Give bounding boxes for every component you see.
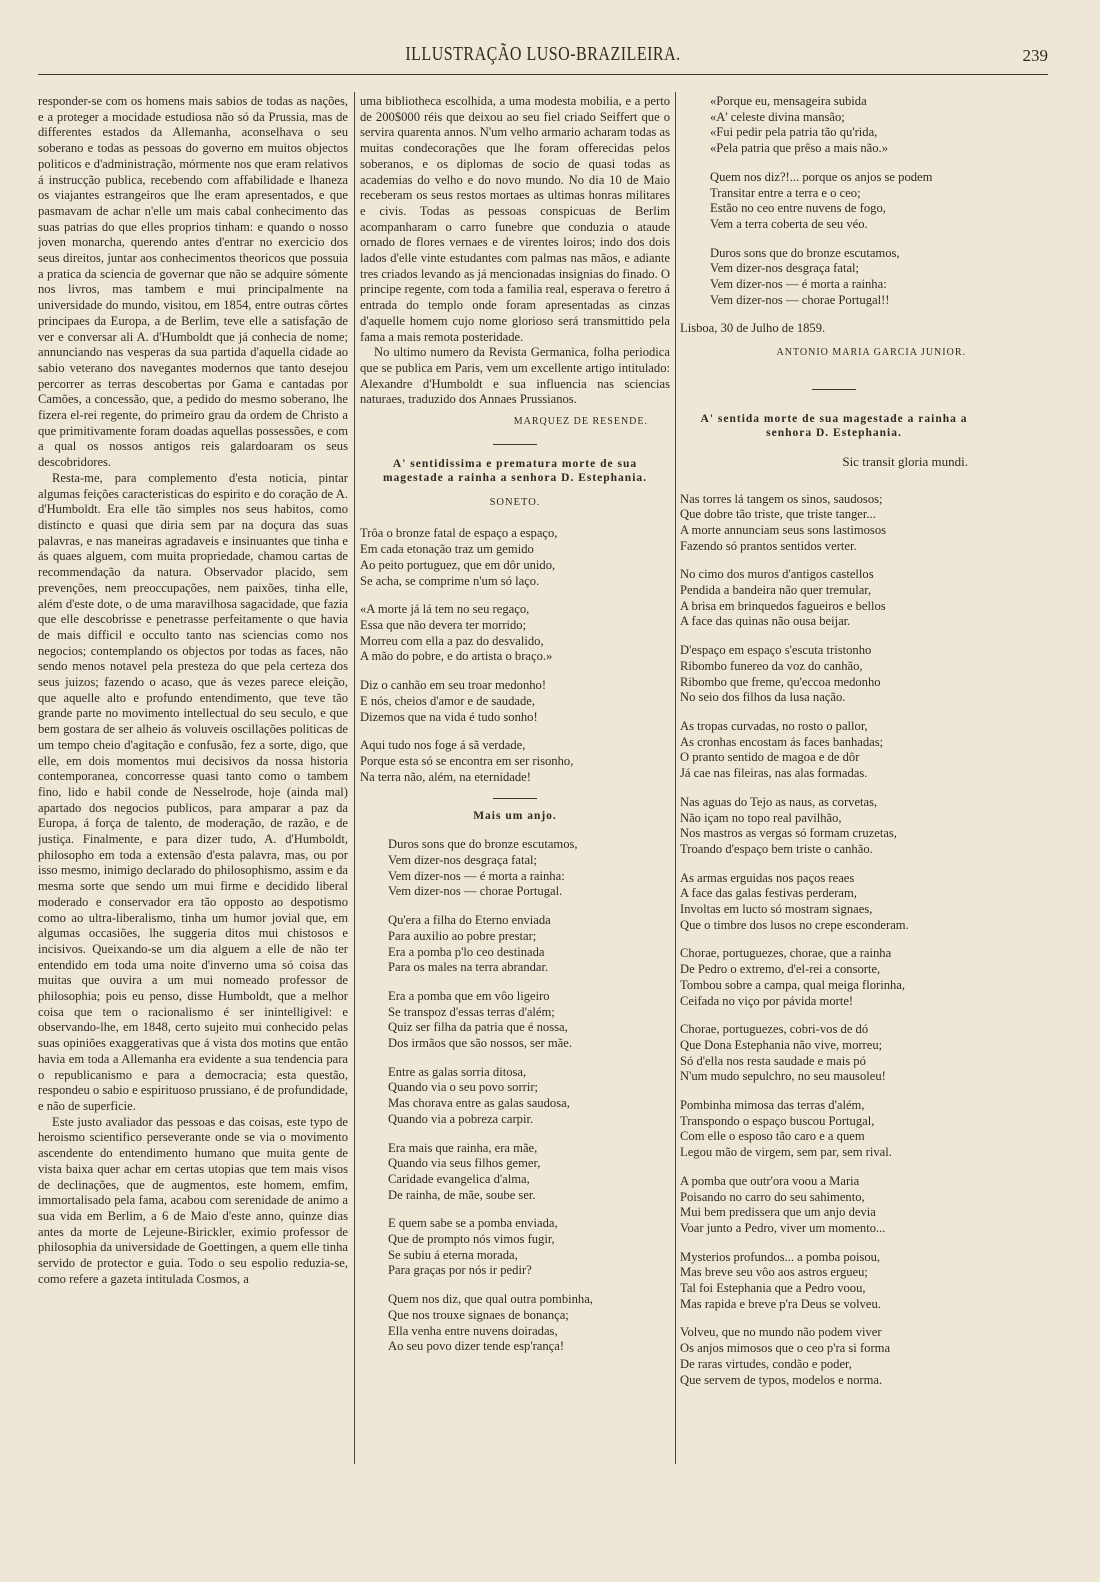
- verse-line: Vem dizer-nos — é morta a rainha:: [710, 277, 887, 292]
- verse-line: Que nos trouxe signaes de bonança;: [388, 1307, 569, 1322]
- verse-line: Para os males na terra abrandar.: [388, 960, 549, 975]
- verse-line: As tropas curvadas, no rosto o pallor,: [680, 718, 868, 733]
- verse-line: Involtas em lucto só mostram signaes,: [680, 902, 873, 917]
- verse-line: Legou mão de virgem, sem par, sem rival.: [680, 1145, 892, 1160]
- verse-line: Dos irmãos que são nossos, ser mãe.: [388, 1036, 572, 1051]
- stanza: [680, 1325, 988, 1388]
- verse-line: Diz o canhão em seu troar medonho!: [360, 678, 547, 693]
- verse-line: Em cada etonação traz um gemido: [360, 542, 534, 557]
- verse-line: Pendida a bandeira não quer tremular,: [680, 583, 872, 598]
- verse-line: Porque esta só se encontra em ser risonho,: [360, 753, 574, 768]
- paragraph: Resta-me, para complemento d'esta noticia, pintar algumas feições caracteristicas do espirito e do coração de A. d'Humboldt. Era elle tão simples nos seus habitos, como distincto e quasi que diria sem par na doçura das suas palavras, e nas maneiras agradaveis e insinuantes que tinha e ás quaes alguem, com muita propriedade, chamou cartas de recommendação da natura. Observador placido, sem prevenções, nem preoccupações, nem paixões, tinha elle, além d'este dote, o de uma maravilhosa sagacidade, que fazia que elle descobrisse e penetrasse perfeitamente o que havia de mais difficil e occulto tanto nas sciencias como nos negocios; contemplando os objectos por todas as faces, não sendo menos notavel pela presteza do que pela certeza dos seus juizos; fazendo o acaso, que ás vezes parece eleição, que aquelle alto e profundo entendimento, que teve tão grande parte no movimento intellectual do seu seculo, e que bem gostara de ser alheio ás voluveis oscillações politicas de um tempo cheio d'agitação e confusão, fez a sorte, digo, que elle, em dois momentos mui decisivos da nossa historia contemporanea, concorresse quasi tanto como o tambem fino, lido e habil conde de Nesselrode, hoje (ainda mal) apartado dos negocios publicos, para amparar a paz da Europa, á força de talento, de moderação, de razão, e de justiça. Finalmente, e para dizer tudo, A. d'Humboldt, philosopho em toda a extensão d'esta palavra, mas, ou por isso mesmo, inimigo declarado do philosophismo, assim e da mesma sorte que sendo um mui firme e decidido liberal moderado e conservador era tão opposto ao despotismo como ao ultra-liberalismo, tinha um humor jovial que, em algumas occasiões, lhe suggeria ditos mui chistosos e incisivos. Queixando-se um dia alguem a elle de não ter entendido em toda uma noite d'inverno uma só coisa das muitas que ouvira a um mui nomeado professor de philosophia; pois eu penso, disse Humboldt, que a melhor coisa que tem o racionalismo é ser inintelligivel: e observando-lhe, em 1848, certo sujeito mui conhecido pelas suas opiniões exaggerativas que á vista dos motins que então havia em toda a Allemanha era evidente a sua tendencia para o republicanismo e para a democracia; esta questão, respondeu o sabio e espirituoso prussiano, é de profundidade, e não de superficie.: [38, 470, 348, 1113]
- verse-line: Os anjos mimosos que o ceo p'ra si forma: [680, 1341, 891, 1356]
- verse-line: Fazendo só prantos sentidos verter.: [680, 538, 857, 553]
- verse-line: Que de prompto nós vimos fugir,: [388, 1232, 555, 1247]
- column-3: [680, 94, 988, 1464]
- stanza: [680, 946, 988, 1009]
- verse-line: Mas breve seu vôo aos astros ergueu;: [680, 1265, 868, 1280]
- verse-line: As cronhas encostam ás faces banhadas;: [680, 734, 884, 749]
- verse-line: Transpondo o espaço buscou Portugal,: [680, 1113, 875, 1128]
- paragraph: responder-se com os homens mais sabios de todas as nações, e a proteger a mocidade estudiosa não só da Prussia, mas de differentes estados da Allemanha, aconselhava o seu soberano e todas as pessoas do governo em muitos objectos politicos e d'administração, mórmente nos que eram relativos á instrucção publica, recebendo com affabilidade e lhaneza os viajantes estrangeiros que lhe eram apresentados, e que pasmavam de achar n'elle um mais cabal conhecimento das suas patrias do que elles proprios tinham: e quando o nosso joven monarcha, querendo antes d'entrar no exercicio dos seus direitos, juntar aos conhecimentos theoricos que possuia a pratica da sciencia de governar que não se adquire sómente nos livros, mas tambem e mui principalmente na universidade do mundo, visitou, em 1854, entre outras côrtes principaes da Europa, a de Berlim, teve elle a satisfação de ver e conversar ali A. d'Humboldt que já conhecia de nome; annunciando nas vesperas da sua partida d'aquella cidade ao sabio veterano dos navegantes modernos que tanto desejou percorrer as terras descobertas por Gama e cantadas por Camões, a concessão, que, a pedido do mesmo soberano, lhe fizera el-rei regente, do primeiro grau da ordem de Christo a que primitivamente foram doadas aquellas possessões, e com a qual os nossos antigos reis galardoaram os seus descobridores.: [38, 94, 348, 470]
- poem-title: A' sentidissima e prematura morte de sua magestade a rainha a senhora D. Estephania.: [382, 457, 648, 484]
- paragraph: Este justo avaliador das pessoas e das coisas, este typo de heroismo scientifico perseverante onde se via o movimento ascendente do entendimento humano que muita gente de vista baixa quer achar em certas utopias que tem mais visos de declinações, que de augmentos, este homem, emfim, immortalisado pela fama, acabou com serenidade de animo a sua vida em Berlim, a 6 de Maio d'este anno, quinze dias antes da morte de Lejeune-Birickler, eximio professor de philosophia da universidade de Goettingen, a quem elle tinha servido de protector e guia. Todo o seu espolio reduzia-se, como refere a gazeta intitulada Cosmos, a: [38, 1114, 348, 1286]
- verse-line: Qu'era a filha do Eterno enviada: [388, 913, 551, 928]
- column-divider-2: [675, 92, 676, 1464]
- column-1: [38, 94, 348, 1444]
- verse-line: Vem dizer-nos desgraça fatal;: [710, 261, 860, 276]
- verse-line: Pombinha mimosa das terras d'além,: [680, 1098, 865, 1113]
- page-header: [38, 42, 1048, 72]
- verse-line: N'um mudo sepulchro, no seu mausoleu!: [680, 1069, 886, 1084]
- stanza: [680, 1098, 988, 1161]
- paragraph: No ultimo numero da Revista Germanica, folha periodica que se publica em Paris, vem um excellente artigo intitulado: Alexandre d'Humboldt e sua influencia nas sciencias naturaes, traduzido dos Annaes Prussianos.: [360, 345, 670, 407]
- stanza: [680, 643, 988, 706]
- stanza: [360, 526, 670, 589]
- stanza: [388, 989, 670, 1052]
- verse-line: Quem nos diz?!... porque os anjos se podem: [710, 169, 933, 184]
- verse-line: Ribombo funereo da voz do canhão,: [680, 658, 863, 673]
- verse-line: Trôa o bronze fatal de espaço a espaço,: [360, 526, 558, 541]
- verse-line: «Fui pedir pela patria tão qu'rida,: [710, 125, 878, 140]
- verse-line: Já cae nas fileiras, nas alas formadas.: [680, 766, 868, 781]
- verse-line: Se transpoz d'essas terras d'além;: [388, 1004, 555, 1019]
- verse-line: «Porque eu, mensageira subida: [710, 94, 867, 108]
- verse-line: A mão do pobre, e do artista o braço.»: [360, 649, 553, 664]
- column-divider-1: [354, 92, 355, 1464]
- verse-line: Chorae, portuguezes, chorae, que a rainha: [680, 946, 892, 961]
- verse-line: Quando via seus filhos gemer,: [388, 1156, 541, 1171]
- stanza: [680, 871, 988, 934]
- verse-line: De Pedro o extremo, d'el-rei a consorte,: [680, 962, 881, 977]
- verse-line: Ribombo que freme, qu'eccoa medonho: [680, 674, 881, 689]
- verse-line: Se acha, se comprime n'um só laço.: [360, 573, 540, 588]
- verse-line: Volveu, que no mundo não podem viver: [680, 1325, 882, 1340]
- verse-line: Chorae, portuguezes, cobri-vos de dó: [680, 1022, 869, 1037]
- poem-mais-um-anjo: [360, 837, 670, 1355]
- verse-line: A brisa em brinquedos fagueiros e bellos: [680, 598, 886, 613]
- stanza: [680, 1250, 988, 1313]
- verse-line: Troando d'espaço bem triste o canhão.: [680, 841, 873, 856]
- verse-line: Duros sons que do bronze escutamos,: [710, 245, 900, 260]
- verse-line: O pranto sentido de magoa e de dôr: [680, 750, 860, 765]
- verse-line: Que Dona Estephania não vive, morreu;: [680, 1037, 883, 1052]
- separator-rule: [493, 444, 537, 445]
- stanza: [680, 1022, 988, 1085]
- paragraph: uma bibliotheca escolhida, a uma modesta mobilia, e a perto de 200$000 réis que deixou ao seu fiel criado Seiffert que o servira quarenta annos. N'um velho armario acharam todas as muitas condecorações que lhe foram offerecidas pelos soberanos, e os diplomas de socio de quasi todas as academias do velho e do novo mundo. No dia 10 de Maio receberam os seus restos mortaes as ultimas honras militares e civis. Todas as pessoas conspicuas de Berlim acompanharam o carro funebre que conduzia o ataude ornado de flores vernaes e de virentes loiros; indo dos dois lados d'elle vinte estudantes com palmas nas mãos, e adiante tres criados levando as já mencionadas insignias do finado. O principe regente, com toda a familia real, esperava o feretro á entrada do templo onde foram apresentadas as cinzas d'aquelle homem cujo nome glorioso será transmittido pela fama a mais remota posteridade.: [360, 94, 670, 344]
- stanza: [710, 94, 988, 157]
- verse-line: «A morte já lá tem no seu regaço,: [360, 602, 530, 617]
- stanza: [680, 719, 988, 782]
- verse-line: Que servem de typos, modelos e norma.: [680, 1372, 883, 1387]
- separator-rule: [812, 389, 856, 390]
- stanza: [680, 795, 988, 858]
- stanza: [680, 567, 988, 630]
- verse-line: Que dobre tão triste, que triste tanger...: [680, 507, 876, 522]
- verse-line: A morte annunciam seus sons lastimosos: [680, 522, 887, 537]
- poem-title: A' sentida morte de sua magestade a rainha a senhora D. Estephania.: [700, 412, 968, 439]
- running-head-title: ILLUSTRAÇÃO LUSO-BRAZILEIRA.: [405, 43, 681, 65]
- stanza: [360, 738, 670, 785]
- stanza: [388, 1141, 670, 1204]
- verse-line: No cimo dos muros d'antigos castellos: [680, 567, 874, 582]
- verse-line: «Pela patria que prêso a mais não.»: [710, 141, 889, 156]
- separator-rule: [493, 798, 537, 799]
- verse-line: E quem sabe se a pomba enviada,: [388, 1216, 558, 1231]
- verse-line: Era a pomba p'lo ceo destinada: [388, 944, 545, 959]
- stanza: [388, 1292, 670, 1355]
- verse-line: Tal foi Estephania que a Pedro voou,: [680, 1281, 866, 1296]
- verse-line: Com elle o esposo tão caro e a quem: [680, 1129, 865, 1144]
- verse-line: De raras virtudes, condão e poder,: [680, 1356, 852, 1371]
- verse-line: E nós, cheios d'amor e de saudade,: [360, 693, 536, 708]
- verse-line: Vem dizer-nos — é morta a rainha:: [388, 868, 565, 883]
- verse-line: Quando via o seu povo sorrir;: [388, 1080, 539, 1095]
- verse-line: Mysterios profundos... a pomba poisou,: [680, 1249, 881, 1264]
- verse-line: Vem dizer-nos desgraça fatal;: [388, 853, 538, 868]
- verse-line: Nas torres lá tangem os sinos, saudosos;: [680, 491, 883, 506]
- epigraph: Sic transit gloria mundi.: [842, 453, 968, 469]
- verse-line: A face das quinas não ousa beijar.: [680, 614, 851, 629]
- stanza: [388, 1065, 670, 1128]
- verse-line: A face das galas festivas perderam,: [680, 886, 857, 901]
- verse-line: Transitar entre a terra e o ceo;: [710, 185, 861, 200]
- verse-line: Ella venha entre nuvens doiradas,: [388, 1323, 558, 1338]
- verse-line: Para graças por nós ir pedir?: [388, 1263, 532, 1278]
- verse-line: Quem nos diz, que qual outra pombinha,: [388, 1292, 593, 1307]
- signature: ANTONIO MARIA GARCIA JUNIOR.: [776, 347, 966, 359]
- verse-line: Mas rapida e breve p'ra Deus se volveu.: [680, 1296, 881, 1311]
- verse-line: Quiz ser filha da patria que é nossa,: [388, 1020, 568, 1035]
- poem-title: Mais um anjo.: [473, 810, 557, 823]
- verse-line: D'espaço em espaço s'escuta tristonho: [680, 643, 872, 658]
- verse-line: Caridade evangelica d'alma,: [388, 1171, 530, 1186]
- verse-line: Não içam no topo real pavilhão,: [680, 810, 842, 825]
- poem-sentida-morte: [680, 492, 988, 1389]
- verse-line: A pomba que outr'ora voou a Maria: [680, 1173, 860, 1188]
- stanza: [680, 492, 988, 555]
- verse-line: De rainha, de mãe, soube ser.: [388, 1187, 536, 1202]
- dateline: Lisboa, 30 de Julho de 1859.: [680, 321, 826, 336]
- stanza: [680, 1174, 988, 1237]
- verse-line: Entre as galas sorria ditosa,: [388, 1064, 527, 1079]
- verse-line: Dizemos que na vida é tudo sonho!: [360, 709, 538, 724]
- signature: MARQUEZ DE RESENDE.: [513, 416, 648, 428]
- verse-line: As armas erguidas nos paços reaes: [680, 870, 855, 885]
- poem-mais-um-anjo-continued: [710, 94, 988, 308]
- verse-line: Estão no ceo entre nuvens de fogo,: [710, 201, 886, 216]
- verse-line: Ao peito portuguez, que em dôr unido,: [360, 557, 556, 572]
- verse-line: Ao seu povo dizer tende esp'rança!: [388, 1339, 565, 1354]
- header-rule: [38, 74, 1048, 75]
- verse-line: Na terra não, além, na eternidade!: [360, 769, 531, 784]
- verse-line: Tombou sobre a campa, qual meiga florinha,: [680, 977, 906, 992]
- verse-line: Só d'ella nos resta saudade e mais pó: [680, 1053, 866, 1068]
- verse-line: Mui bem predissera que um anjo devia: [680, 1205, 876, 1220]
- stanza: [360, 678, 670, 725]
- verse-line: Essa que não devera ter morrido;: [360, 617, 527, 632]
- verse-line: Era a pomba que em vôo ligeiro: [388, 988, 550, 1003]
- poem-form-label: SONETO.: [489, 496, 541, 508]
- stanza: [388, 837, 670, 900]
- verse-line: Que o timbre dos lusos no crepe esconderam.: [680, 917, 909, 932]
- verse-line: Para auxilio ao pobre prestar;: [388, 928, 537, 943]
- verse-line: Duros sons que do bronze escutamos,: [388, 837, 578, 852]
- verse-line: Era mais que rainha, era mãe,: [388, 1140, 538, 1155]
- verse-line: Poisando no carro do seu sahimento,: [680, 1189, 865, 1204]
- stanza: [360, 602, 670, 665]
- stanza: [388, 913, 670, 976]
- stanza: [710, 170, 988, 233]
- verse-line: Se subiu á eterna morada,: [388, 1247, 518, 1262]
- verse-line: Nos mastros as vergas só formam cruzetas,: [680, 826, 897, 841]
- stanza: [710, 246, 988, 309]
- page-number: 239: [1022, 46, 1048, 65]
- verse-line: Mas chorava entre as galas saudosa,: [388, 1096, 570, 1111]
- verse-line: Voar junto a Pedro, viver um momento...: [680, 1220, 886, 1235]
- verse-line: No seio dos filhos da lusa nação.: [680, 690, 846, 705]
- verse-line: Quando via a pobreza carpir.: [388, 1111, 534, 1126]
- verse-line: Morreu com ella a paz do desvalido,: [360, 633, 544, 648]
- column-2: [360, 94, 670, 1464]
- sonnet: [360, 526, 670, 785]
- verse-line: «A' celeste divina mansão;: [710, 109, 845, 124]
- verse-line: Vem a terra coberta de seu véo.: [710, 216, 868, 231]
- verse-line: Vem dizer-nos — chorae Portugal.: [388, 884, 563, 899]
- stanza: [388, 1216, 670, 1279]
- verse-line: Nas aguas do Tejo as naus, as corvetas,: [680, 794, 878, 809]
- verse-line: Vem dizer-nos — chorae Portugal!!: [710, 292, 890, 307]
- verse-line: Aqui tudo nos foge á sã verdade,: [360, 738, 526, 753]
- verse-line: Ceifada no viço por pávida morte!: [680, 993, 854, 1008]
